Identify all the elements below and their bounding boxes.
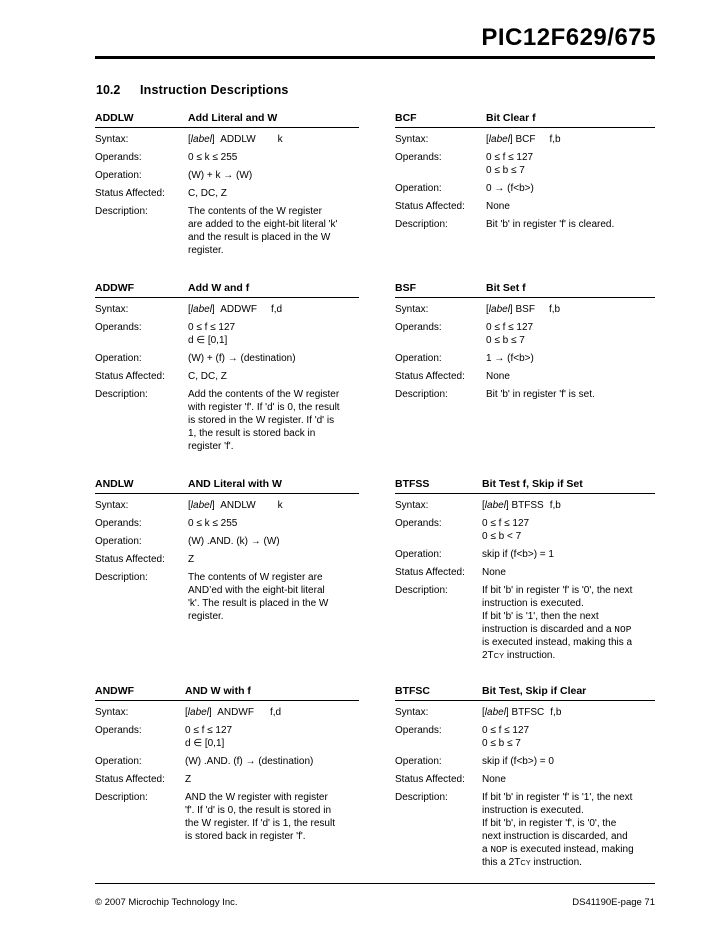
operation-row: Operation: (W) .AND. (f) → (destination): [95, 756, 314, 767]
operands-row: Operands: 0 ≤ k ≤ 255: [95, 152, 238, 163]
operands-row: Operands: 0 ≤ f ≤ 127 0 ≤ b ≤ 7: [395, 152, 534, 176]
operands-row: Operands: 0 ≤ f ≤ 127 0 ≤ b ≤ 7: [395, 725, 530, 749]
section-number: 10.2: [96, 83, 121, 97]
instruction-btfss: [395, 475, 655, 667]
status-row: Status Affected: Z: [95, 554, 195, 565]
instruction-addwf: [95, 279, 359, 458]
description-row: Description: If bit 'b' in register 'f' is '0', the next instruction is executed. If bit 'b' is '1', then the next instruction is discarded and a NOP is executed instead, making this a 2TCY instruction.: [395, 585, 633, 661]
page-header-title: PIC12F629/675: [481, 24, 656, 51]
instruction-title: AND Literal with W: [188, 478, 282, 490]
operands-row: Operands: 0 ≤ f ≤ 127 d ∈ [0,1]: [95, 725, 233, 749]
operation-row: Operation: 0 → (f<b>): [395, 183, 534, 194]
operation-row: Operation: 1 → (f<b>): [395, 353, 534, 364]
status-row: Status Affected: Z: [95, 774, 192, 785]
status-row: Status Affected: None: [395, 774, 506, 785]
divider: [395, 297, 655, 298]
mnemonic: BTFSC: [395, 685, 430, 697]
footer-page-number: DS41190E-page 71: [572, 897, 655, 908]
instruction-andlw: [95, 475, 359, 628]
instruction-title: Bit Test f, Skip if Set: [482, 478, 583, 490]
mnemonic: ANDLW: [95, 478, 134, 490]
operation-row: Operation: skip if (f<b>) = 1: [395, 549, 554, 560]
divider: [95, 127, 359, 128]
operands-row: Operands: 0 ≤ k ≤ 255: [95, 518, 238, 529]
syntax-row: Syntax: [label] ANDLW k: [95, 500, 283, 511]
operation-row: Operation: skip if (f<b>) = 0: [395, 756, 554, 767]
instruction-addlw: [95, 109, 359, 262]
instruction-andwf: [95, 682, 359, 848]
operands-row: Operands: 0 ≤ f ≤ 127 0 ≤ b < 7: [395, 518, 530, 542]
instruction-title: Bit Set f: [486, 282, 526, 294]
mnemonic: BTFSS: [395, 478, 430, 490]
divider: [95, 493, 359, 494]
description-row: Description: AND the W register with register 'f'. If 'd' is 0, the result is stored in the W register. If 'd' is 1, the result is stored back in register 'f'.: [95, 792, 335, 842]
mnemonic: BSF: [395, 282, 416, 294]
operation-row: Operation: (W) + k → (W): [95, 170, 253, 181]
syntax-row: Syntax: [label] BTFSS f,b: [395, 500, 561, 511]
syntax-row: Syntax: [label] ADDWF f,d: [95, 304, 283, 315]
status-row: Status Affected: C, DC, Z: [95, 371, 227, 382]
header-rule: [95, 56, 655, 59]
description-row: Description: The contents of W register are AND’ed with the eight-bit literal 'k'. The result is placed in the W register.: [95, 572, 329, 622]
status-row: Status Affected: None: [395, 201, 510, 212]
nop-code: NOP: [490, 844, 508, 855]
description-row: Description: Bit 'b' in register 'f' is set.: [395, 389, 595, 400]
syntax-row: Syntax: [label] ANDWF f,d: [95, 707, 282, 718]
footer-copyright: © 2007 Microchip Technology Inc.: [95, 897, 238, 908]
mnemonic: ADDLW: [95, 112, 134, 124]
instruction-title: Add W and f: [188, 282, 250, 294]
operation-row: Operation: (W) .AND. (k) → (W): [95, 536, 280, 547]
divider: [395, 700, 655, 701]
syntax-row: Syntax: [label] BCF f,b: [395, 134, 561, 145]
instruction-btfsc: [395, 682, 655, 874]
instruction-bsf: [395, 279, 655, 406]
mnemonic: ANDWF: [95, 685, 135, 697]
instruction-title: Bit Test, Skip if Clear: [482, 685, 587, 697]
divider: [95, 297, 359, 298]
mnemonic: ADDWF: [95, 282, 135, 294]
operands-row: Operands: 0 ≤ f ≤ 127 0 ≤ b ≤ 7: [395, 322, 534, 346]
section-title: Instruction Descriptions: [140, 83, 289, 97]
description-row: Description: If bit 'b' in register 'f' is '1', the next instruction is executed. If bit 'b', in register 'f', is '0', the next instruction is discarded, and a NOP is executed instead, making this a 2TCY instruction.: [395, 792, 634, 868]
divider: [395, 493, 655, 494]
operation-row: Operation: (W) + (f) → (destination): [95, 353, 296, 364]
divider: [395, 127, 655, 128]
description-row: Description: Add the contents of the W register with register 'f'. If 'd' is 0, the result is stored in the W register. If 'd' is 1, the result is stored back in register 'f'.: [95, 389, 340, 452]
syntax-row: Syntax: [label] BSF f,b: [395, 304, 561, 315]
instruction-title: Bit Clear f: [486, 112, 536, 124]
description-row: Description: The contents of the W register are added to the eight-bit literal 'k' and the result is placed in the W register.: [95, 206, 338, 256]
instruction-title: Add Literal and W: [188, 112, 278, 124]
description-row: Description: Bit 'b' in register 'f' is cleared.: [395, 219, 615, 230]
nop-code: NOP: [614, 624, 632, 635]
mnemonic: BCF: [395, 112, 417, 124]
syntax-row: Syntax: [label] BTFSC f,b: [395, 707, 562, 718]
instruction-bcf: [395, 109, 655, 236]
divider: [95, 700, 359, 701]
footer-rule: [95, 883, 655, 884]
status-row: Status Affected: None: [395, 567, 506, 578]
operands-row: Operands: 0 ≤ f ≤ 127 d ∈ [0,1]: [95, 322, 236, 346]
status-row: Status Affected: C, DC, Z: [95, 188, 227, 199]
status-row: Status Affected: None: [395, 371, 510, 382]
instruction-title: AND W with f: [185, 685, 251, 697]
syntax-row: Syntax: [label] ADDLW k: [95, 134, 283, 145]
